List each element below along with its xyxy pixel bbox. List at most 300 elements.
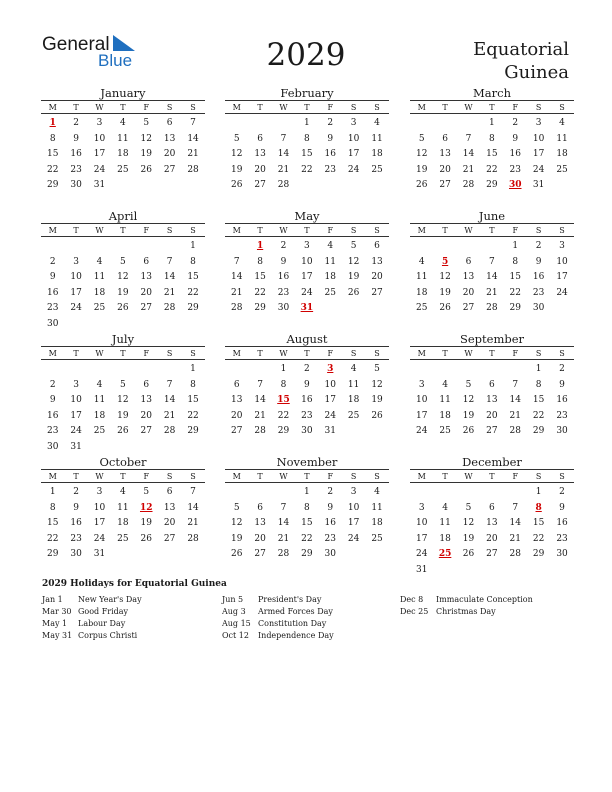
empty-day-cell [480,239,503,255]
day-cell: 9 [535,256,542,267]
day-cell: 10 [415,518,428,528]
days-grid [410,362,574,440]
days-grid [410,485,574,578]
day-cell: 25 [556,164,568,175]
month-name: February [280,86,334,100]
day-cell: 21 [163,410,176,421]
weekday-header: S [535,225,542,235]
month-september [410,332,574,440]
weekday-header: S [350,102,357,112]
empty-day-cell [480,485,503,501]
day-cell: 28 [486,303,498,313]
weekday-header: F [512,102,519,112]
weekday-header: M [417,102,426,112]
day-cell: 15 [46,149,59,159]
weekday-header: S [559,102,565,112]
day-cell: 19 [415,164,428,175]
weekday-header: M [48,225,57,235]
day-cell: 6 [374,241,380,251]
day-cell: 3 [559,241,565,251]
day-cell: 28 [509,426,521,436]
weekday-header: S [350,471,357,481]
weekday-header: S [559,348,565,358]
day-cell: 19 [230,164,243,175]
day-cell: 9 [559,379,565,390]
holiday-name: Corpus Christi [78,631,138,640]
day-cell: 26 [140,164,152,175]
day-cell: 8 [257,256,263,267]
day-cell: 13 [486,395,498,405]
weekday-header: T [304,348,310,358]
empty-day-cell [457,116,480,132]
weekday-header: F [327,102,334,112]
day-cell: 24 [93,533,106,544]
day-cell: 28 [277,549,290,559]
day-cell: 19 [230,533,243,544]
weekday-header-row [41,469,205,483]
day-cell: 13 [439,149,451,159]
day-cell: 13 [462,272,475,282]
day-cell: 1 [304,118,310,128]
day-cell: 31 [415,564,428,575]
day-cell: 25 [371,164,383,175]
holiday-day-cell: 1 [256,241,264,251]
day-cell: 1 [512,241,519,251]
logo-text-blue: Blue [98,51,133,70]
day-cell: 3 [350,118,357,128]
day-cell: 30 [70,180,82,190]
holiday-day-cell: 30 [508,180,522,190]
weekday-header: T [442,225,448,235]
day-cell: 29 [301,549,313,559]
day-cell: 10 [93,502,106,513]
day-cell: 3 [418,379,425,390]
day-cell: 22 [254,287,266,298]
day-cell: 3 [350,487,357,497]
day-cell: 17 [347,149,360,159]
empty-day-cell [225,239,248,255]
weekday-header: S [166,225,173,235]
day-cell: 13 [230,395,243,405]
month-january [41,86,205,194]
holiday-row [400,594,533,606]
day-cell: 24 [347,164,360,175]
day-cell: 7 [233,256,240,267]
day-cell: 30 [556,549,568,559]
day-cell: 15 [254,272,266,282]
day-cell: 5 [143,118,150,128]
day-cell: 27 [230,426,243,436]
empty-day-cell [111,362,134,378]
month-august [225,332,389,440]
day-cell: 28 [187,533,199,544]
day-cell: 12 [140,133,152,144]
weekday-header: T [257,471,263,481]
empty-day-cell [248,116,271,132]
day-cell: 21 [254,410,266,421]
empty-day-cell [457,362,480,378]
holiday-column [42,594,142,642]
weekday-header: T [442,102,448,112]
day-cell: 12 [462,518,475,528]
weekday-header: W [279,225,288,235]
days-grid [410,239,574,317]
weekday-header: S [535,348,542,358]
day-cell: 9 [73,502,79,513]
day-cell: 30 [277,303,290,313]
day-cell: 12 [230,518,243,528]
day-cell: 24 [556,287,568,298]
day-cell: 13 [163,133,176,144]
day-cell: 25 [117,164,129,175]
holiday-name: Independence Day [258,631,334,640]
day-cell: 12 [462,395,475,405]
weekday-header: S [374,348,380,358]
day-cell: 17 [70,410,82,421]
weekday-header: M [232,225,241,235]
day-cell: 27 [163,533,176,544]
empty-day-cell [248,362,271,378]
day-cell: 10 [324,379,336,390]
weekday-header: T [489,471,495,481]
day-cell: 6 [442,133,448,144]
day-cell: 17 [415,410,428,421]
days-grid [41,239,205,332]
day-cell: 8 [49,502,56,513]
day-cell: 22 [46,533,59,544]
day-cell: 2 [535,241,542,251]
day-cell: 20 [254,164,266,175]
day-cell: 29 [187,303,199,313]
month-name: November [276,455,338,469]
day-cell: 4 [96,256,103,267]
day-cell: 29 [187,426,199,436]
weekday-header: T [442,348,448,358]
day-cell: 29 [46,180,59,190]
weekday-header: W [464,225,473,235]
day-cell: 19 [140,518,152,528]
day-cell: 7 [512,379,519,390]
day-cell: 27 [439,180,451,190]
weekday-header: T [257,225,263,235]
empty-day-cell [88,362,111,378]
day-cell: 5 [465,502,472,513]
logo-text-general: General [42,34,110,55]
day-cell: 24 [70,303,82,313]
day-cell: 23 [324,164,336,175]
day-cell: 18 [93,410,106,421]
month-april [41,209,205,332]
day-cell: 20 [439,164,451,175]
day-cell: 16 [301,395,313,405]
day-cell: 4 [442,502,448,513]
day-cell: 1 [535,364,542,374]
day-cell: 6 [143,379,150,390]
holiday-date: May 31 [42,631,73,640]
day-cell: 14 [187,502,199,513]
day-cell: 2 [49,256,56,267]
days-grid [41,485,205,563]
day-cell: 27 [371,287,383,298]
day-cell: 9 [280,256,287,267]
day-cell: 21 [230,287,243,298]
day-cell: 29 [509,303,521,313]
holiday-day-cell: 5 [441,256,449,267]
day-cell: 4 [559,118,565,128]
day-cell: 17 [93,149,106,159]
day-cell: 25 [371,533,383,544]
day-cell: 26 [439,303,451,313]
day-cell: 10 [301,256,313,267]
weekday-header-row [410,223,574,237]
day-cell: 11 [324,256,336,267]
day-cell: 23 [301,410,313,421]
day-cell: 13 [254,518,266,528]
month-may [225,209,389,317]
empty-day-cell [433,116,456,132]
day-cell: 28 [187,164,199,175]
day-cell: 17 [556,272,568,282]
day-cell: 20 [254,533,266,544]
weekday-header: S [190,225,196,235]
country-line-2: Guinea [504,62,569,83]
weekday-header: W [279,348,288,358]
day-cell: 13 [140,272,152,282]
day-cell: 10 [415,395,428,405]
day-cell: 11 [371,502,383,513]
empty-day-cell [504,485,527,501]
day-cell: 4 [350,364,357,374]
day-cell: 1 [49,487,56,497]
day-cell: 14 [486,272,498,282]
day-cell: 23 [277,287,290,298]
weekday-header-row [41,100,205,114]
empty-day-cell [225,116,248,132]
day-cell: 27 [254,180,266,190]
holiday-name: Labour Day [78,619,126,628]
empty-day-cell [410,362,433,378]
day-cell: 13 [163,502,176,513]
weekday-header: F [143,471,150,481]
weekday-header: F [143,225,150,235]
weekday-header: S [166,102,173,112]
day-cell: 20 [462,287,475,298]
holiday-date: Dec 25 [400,607,429,616]
country-name [473,38,569,84]
day-cell: 31 [532,180,545,190]
day-cell: 2 [73,487,79,497]
weekday-header: W [279,102,288,112]
weekday-header: T [304,471,310,481]
empty-day-cell [41,362,64,378]
empty-day-cell [272,116,295,132]
day-cell: 6 [257,133,263,144]
holiday-name: Good Friday [78,607,129,616]
month-name: July [111,332,135,346]
weekday-header: S [166,471,173,481]
day-cell: 16 [46,410,59,421]
holiday-row [42,618,142,630]
weekday-header: S [374,102,380,112]
day-cell: 29 [532,549,545,559]
weekday-header: W [95,102,104,112]
weekday-header: T [120,348,126,358]
day-cell: 17 [70,287,82,298]
day-cell: 15 [187,272,199,282]
weekday-header: T [257,348,263,358]
weekday-header: T [73,102,79,112]
day-cell: 14 [462,149,475,159]
day-cell: 31 [93,180,106,190]
day-cell: 10 [556,256,568,267]
day-cell: 14 [509,395,521,405]
days-grid [41,362,205,455]
day-cell: 18 [347,395,360,405]
day-cell: 16 [509,149,521,159]
day-cell: 22 [277,410,290,421]
empty-day-cell [272,485,295,501]
holiday-day-cell: 25 [438,549,452,559]
day-cell: 20 [486,410,498,421]
weekday-header: S [350,348,357,358]
month-name: August [286,332,328,346]
day-cell: 18 [371,149,383,159]
day-cell: 14 [163,272,176,282]
day-cell: 24 [415,426,428,436]
day-cell: 8 [304,133,310,144]
day-cell: 18 [324,272,336,282]
weekday-header: M [417,225,426,235]
day-cell: 5 [418,133,425,144]
weekday-header: T [257,102,263,112]
day-cell: 18 [439,533,451,544]
day-cell: 14 [277,149,290,159]
month-name: January [100,86,146,100]
empty-day-cell [88,239,111,255]
empty-day-cell [433,485,456,501]
weekday-header: F [512,225,519,235]
day-cell: 25 [93,303,106,313]
month-name: May [294,209,320,223]
day-cell: 20 [163,518,176,528]
empty-day-cell [433,239,456,255]
day-cell: 4 [327,241,334,251]
day-cell: 11 [93,272,106,282]
day-cell: 22 [532,533,545,544]
day-cell: 13 [254,149,266,159]
day-cell: 20 [371,272,383,282]
weekday-header: S [190,348,196,358]
holiday-name: Armed Forces Day [258,607,333,616]
weekday-header: S [350,225,357,235]
weekday-header: T [489,102,495,112]
holiday-day-cell: 31 [300,303,314,313]
day-cell: 23 [324,533,336,544]
weekday-header: T [120,102,126,112]
day-cell: 12 [117,272,129,282]
day-cell: 8 [49,133,56,144]
day-cell: 25 [347,410,360,421]
holiday-name: President's Day [258,595,322,604]
day-cell: 12 [439,272,451,282]
empty-day-cell [248,485,271,501]
day-cell: 23 [509,164,521,175]
day-cell: 3 [535,118,542,128]
day-cell: 11 [371,133,383,144]
day-cell: 23 [556,533,568,544]
holiday-row [222,618,334,630]
day-cell: 22 [532,410,545,421]
day-cell: 25 [93,426,106,436]
day-cell: 28 [254,426,266,436]
day-cell: 12 [117,395,129,405]
day-cell: 2 [49,379,56,390]
day-cell: 25 [439,426,451,436]
holiday-name: Christmas Day [436,607,496,616]
holiday-date: Aug 3 [222,607,246,616]
day-cell: 7 [166,379,173,390]
day-cell: 5 [233,133,240,144]
day-cell: 23 [46,426,59,436]
day-cell: 13 [140,395,152,405]
day-cell: 9 [304,379,310,390]
day-cell: 5 [143,487,150,497]
day-cell: 3 [96,118,103,128]
weekday-header: W [95,225,104,235]
day-cell: 16 [70,149,82,159]
day-cell: 23 [46,303,59,313]
day-cell: 19 [371,395,383,405]
day-cell: 29 [46,549,59,559]
day-cell: 8 [512,256,519,267]
day-cell: 7 [280,502,287,513]
weekday-header: T [120,471,126,481]
weekday-header: F [512,348,519,358]
day-cell: 20 [486,533,498,544]
day-cell: 1 [280,364,287,374]
day-cell: 16 [277,272,290,282]
day-cell: 1 [190,241,196,251]
day-cell: 17 [324,395,336,405]
day-cell: 12 [371,379,383,390]
day-cell: 5 [233,502,240,513]
empty-day-cell [111,239,134,255]
day-cell: 23 [556,410,568,421]
day-cell: 9 [559,502,565,513]
day-cell: 30 [70,549,82,559]
day-cell: 3 [96,487,103,497]
day-cell: 16 [70,518,82,528]
day-cell: 27 [140,303,152,313]
day-cell: 11 [439,395,451,405]
day-cell: 28 [163,303,176,313]
day-cell: 24 [93,164,106,175]
day-cell: 10 [93,133,106,144]
day-cell: 6 [489,379,495,390]
day-cell: 9 [73,133,79,144]
month-name: June [478,209,506,223]
day-cell: 22 [187,410,199,421]
weekday-header-row [225,346,389,360]
day-cell: 15 [301,518,313,528]
day-cell: 11 [347,379,360,390]
day-cell: 30 [532,303,545,313]
day-cell: 24 [532,164,545,175]
day-cell: 31 [93,549,106,559]
day-cell: 22 [187,287,199,298]
day-cell: 8 [280,379,287,390]
weekday-header: W [464,471,473,481]
